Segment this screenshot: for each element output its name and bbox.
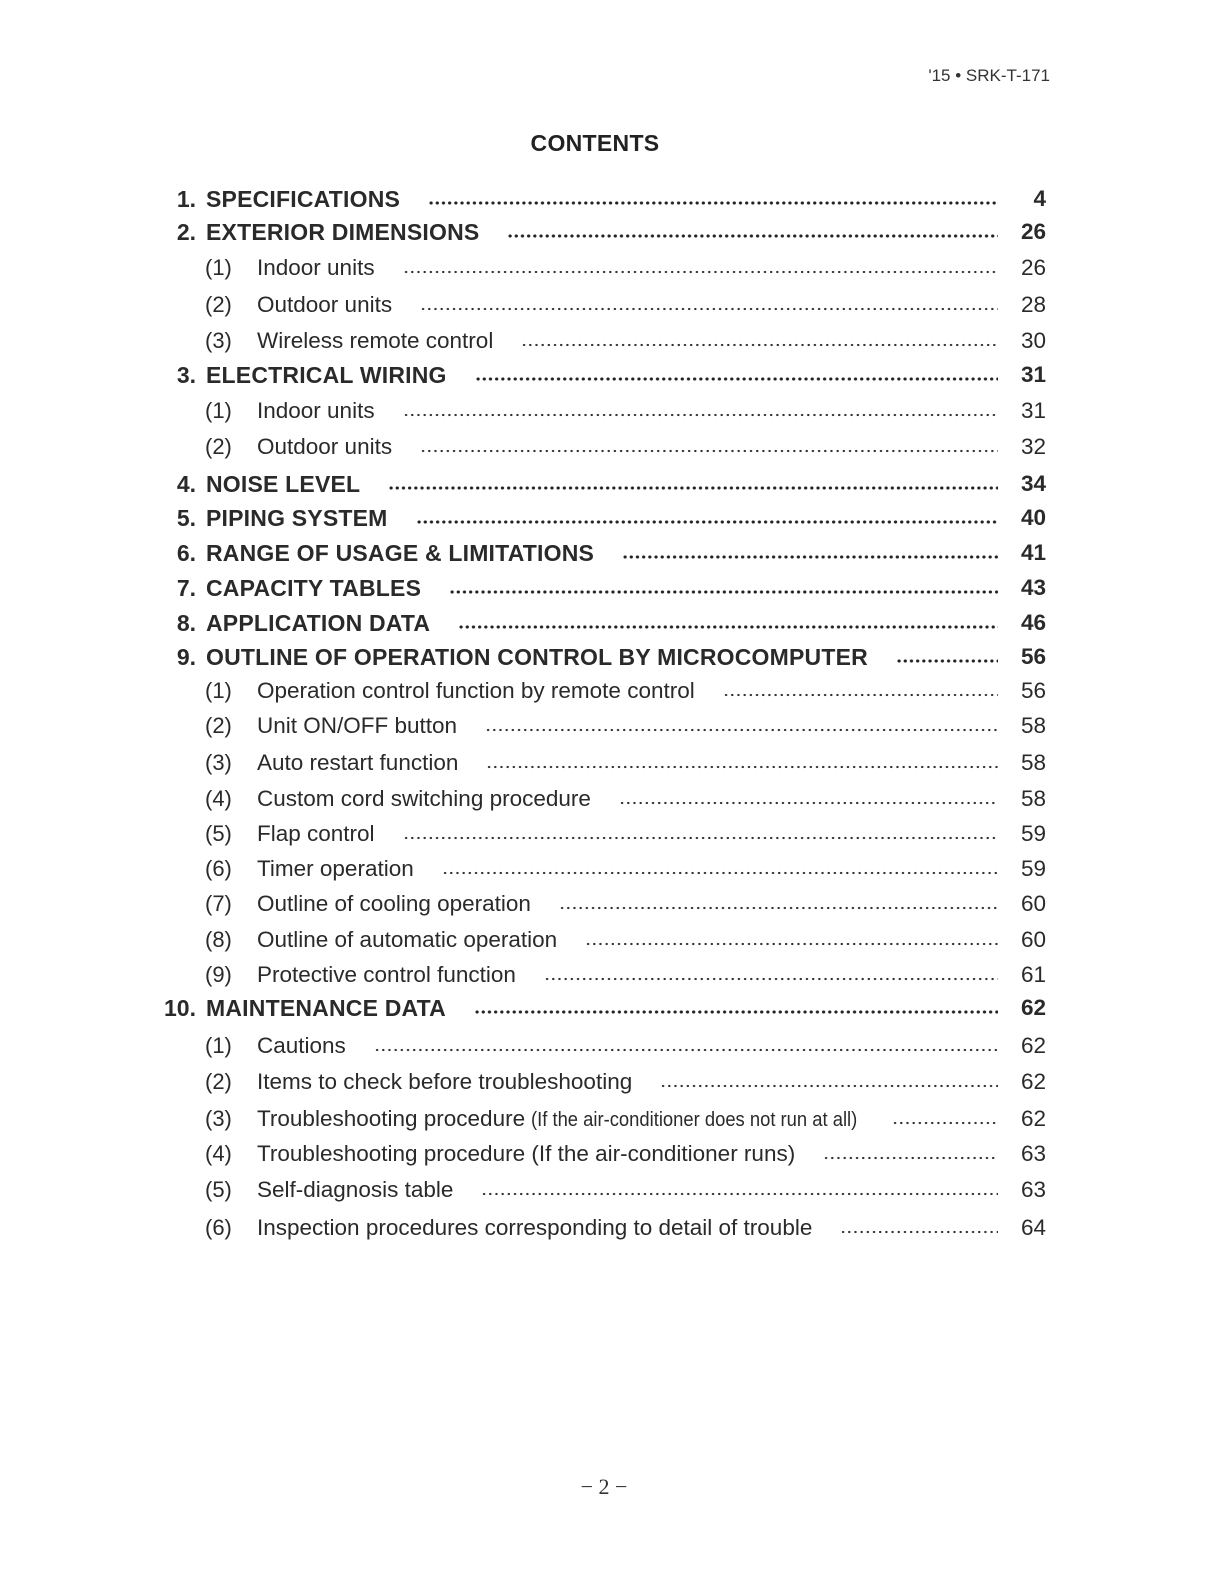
toc-subentry-flap-control[interactable]	[150, 817, 1048, 851]
entry-page: 31	[1020, 398, 1046, 423]
entry-label: Indoor units	[257, 398, 375, 423]
entry-page: 59	[1020, 856, 1046, 881]
toc-subentry-outdoor-units[interactable]	[150, 288, 1048, 322]
entry-label-main: Troubleshooting procedure	[257, 1106, 526, 1131]
entry-number: (2)	[205, 292, 232, 317]
entry-page: 26	[1020, 255, 1046, 280]
entry-label: Wireless remote control	[257, 328, 494, 353]
toc-subentry-remote-control-function[interactable]	[150, 674, 1048, 708]
document-code: '15 • SRK-T-171	[928, 66, 1050, 85]
entry-number: 7.	[176, 574, 196, 601]
leader-dots	[374, 1039, 998, 1053]
leader-dots	[622, 546, 998, 560]
leader-dots	[485, 719, 998, 733]
toc-subentry-indoor-units[interactable]	[150, 251, 1048, 285]
entry-number: (6)	[205, 1215, 232, 1240]
entry-page: 62	[1020, 1033, 1046, 1058]
entry-label: Self-diagnosis table	[257, 1177, 454, 1202]
entry-page: 59	[1020, 821, 1046, 846]
leader-dots	[544, 968, 998, 982]
leader-dots	[507, 225, 998, 239]
entry-page: 32	[1020, 434, 1046, 459]
toc-subentry-items-to-check[interactable]	[150, 1065, 1048, 1099]
leader-dots	[403, 827, 998, 841]
leader-dots	[585, 933, 998, 947]
leader-dots	[420, 298, 998, 312]
leader-dots	[660, 1075, 998, 1089]
leader-dots	[442, 862, 998, 876]
leader-dots	[723, 684, 998, 698]
entry-page: 56	[1020, 678, 1046, 703]
entry-label: Indoor units	[257, 255, 375, 280]
entry-label: Timer operation	[257, 856, 414, 881]
entry-page: 60	[1020, 891, 1046, 916]
entry-number: (1)	[205, 398, 232, 423]
entry-page: 31	[1020, 362, 1046, 387]
leader-dots	[896, 650, 998, 664]
entry-number: (5)	[205, 1177, 232, 1202]
leader-dots	[892, 1112, 998, 1126]
leader-dots	[486, 756, 998, 770]
toc-entry-noise-level[interactable]	[150, 467, 1048, 501]
entry-number: (1)	[205, 1033, 232, 1058]
entry-label: Outdoor units	[257, 292, 393, 317]
entry-page: 46	[1020, 610, 1046, 635]
entry-page: 61	[1020, 962, 1046, 987]
entry-page: 43	[1020, 575, 1046, 600]
leader-dots	[475, 368, 998, 382]
toc-subentry-custom-cord[interactable]	[150, 782, 1048, 816]
toc-subentry-auto-restart[interactable]	[150, 746, 1048, 780]
entry-page: 4	[1033, 186, 1046, 211]
toc-entry-maintenance-data[interactable]	[150, 991, 1048, 1025]
entry-number: (7)	[205, 891, 232, 916]
entry-label: Flap control	[257, 821, 375, 846]
leader-dots	[403, 404, 998, 418]
leader-dots	[559, 897, 998, 911]
toc-entry-piping-system[interactable]	[150, 501, 1048, 535]
entry-page: 58	[1020, 750, 1046, 775]
leader-dots	[474, 1001, 998, 1015]
page-title: CONTENTS	[530, 130, 660, 156]
leader-dots	[521, 334, 998, 348]
toc-subentry-timer-operation[interactable]	[150, 852, 1048, 886]
entry-number: 8.	[176, 609, 196, 636]
entry-page: 63	[1020, 1141, 1046, 1166]
entry-number: (2)	[205, 1069, 232, 1094]
entry-number: (3)	[205, 1106, 232, 1131]
entry-number: (4)	[205, 786, 232, 811]
entry-page: 58	[1020, 713, 1046, 738]
entry-number: 4.	[176, 470, 196, 497]
entry-number: (3)	[205, 328, 232, 353]
entry-number: (6)	[205, 856, 232, 881]
toc-subentry-troubleshooting-runs[interactable]	[150, 1137, 1048, 1171]
entry-page: 40	[1020, 505, 1046, 530]
entry-number: 10.	[164, 994, 196, 1021]
leader-dots	[840, 1221, 998, 1235]
leader-dots	[823, 1147, 998, 1161]
entry-number: (2)	[205, 434, 232, 459]
toc-entry-range-of-usage[interactable]	[150, 536, 1048, 570]
entry-page: 30	[1020, 328, 1046, 353]
entry-label: Cautions	[257, 1033, 346, 1058]
leader-dots	[458, 616, 998, 630]
entry-label: Troubleshooting procedure (If the air-conditioner runs)	[257, 1141, 796, 1166]
entry-label: OUTLINE OF OPERATION CONTROL BY MICROCOMPUTER	[206, 643, 868, 670]
toc-subentry-automatic-operation[interactable]	[150, 923, 1048, 957]
entry-label: CAPACITY TABLES	[206, 574, 422, 601]
entry-label: Custom cord switching procedure	[257, 786, 591, 811]
entry-number: (5)	[205, 821, 232, 846]
entry-label: PIPING SYSTEM	[206, 504, 388, 531]
entry-number: (2)	[205, 713, 232, 738]
entry-number: 9.	[176, 643, 196, 670]
toc-subentry-cooling-operation[interactable]	[150, 887, 1048, 921]
entry-number: (9)	[205, 962, 232, 987]
toc-entry-exterior-dimensions[interactable]	[150, 215, 1048, 249]
entry-page: 60	[1020, 927, 1046, 952]
leader-dots	[416, 511, 998, 525]
entry-number: 3.	[176, 361, 196, 388]
entry-label: Items to check before troubleshooting	[257, 1069, 633, 1094]
entry-label: Outdoor units	[257, 434, 393, 459]
entry-page: 62	[1020, 1106, 1046, 1131]
entry-label: RANGE OF USAGE & LIMITATIONS	[206, 539, 595, 566]
entry-label: ELECTRICAL WIRING	[206, 361, 447, 388]
entry-label: Protective control function	[257, 962, 516, 987]
entry-number: (4)	[205, 1141, 232, 1166]
entry-number: (1)	[205, 678, 232, 703]
toc-subentry-troubleshooting-not-run[interactable]	[150, 1102, 1048, 1136]
entry-number: (1)	[205, 255, 232, 280]
entry-number: (8)	[205, 927, 232, 952]
toc-subentry-cautions[interactable]	[150, 1029, 1048, 1063]
entry-label: EXTERIOR DIMENSIONS	[206, 218, 480, 245]
leader-dots	[428, 192, 998, 206]
entry-number: 2.	[176, 218, 196, 245]
entry-page: 63	[1020, 1177, 1046, 1202]
entry-label: Auto restart function	[257, 750, 459, 775]
entry-page: 62	[1020, 995, 1046, 1020]
toc-subentry-wireless-remote-control[interactable]	[150, 324, 1048, 358]
toc-subentry-indoor-units[interactable]	[150, 394, 1048, 428]
entry-page: 62	[1020, 1069, 1046, 1094]
toc-entry-electrical-wiring[interactable]	[150, 358, 1048, 392]
entry-label: Unit ON/OFF button	[257, 713, 458, 738]
entry-page: 28	[1020, 292, 1046, 317]
page-number: − 2 −	[580, 1474, 628, 1499]
toc-subentry-inspection-procedures[interactable]	[150, 1211, 1048, 1245]
leader-dots	[403, 261, 998, 275]
entry-label: APPLICATION DATA	[206, 609, 431, 636]
entry-number: (3)	[205, 750, 232, 775]
entry-number: 5.	[176, 504, 196, 531]
entry-page: 41	[1020, 540, 1046, 565]
entry-page: 26	[1020, 219, 1046, 244]
entry-page: 64	[1020, 1215, 1046, 1240]
leader-dots	[420, 440, 998, 454]
entry-label: Operation control function by remote control	[257, 678, 695, 703]
entry-number: 1.	[176, 185, 196, 212]
entry-label: NOISE LEVEL	[206, 470, 361, 497]
toc-entry-capacity-tables[interactable]	[150, 571, 1048, 605]
toc-subentry-outdoor-units[interactable]	[150, 430, 1048, 464]
leader-dots	[388, 477, 998, 491]
entry-label: SPECIFICATIONS	[206, 185, 401, 212]
entry-label: Outline of cooling operation	[257, 891, 531, 916]
toc-subentry-protective-control[interactable]	[150, 958, 1048, 992]
toc-subentry-unit-on-off-button[interactable]	[150, 709, 1048, 743]
leader-dots	[449, 581, 998, 595]
entry-page: 34	[1020, 471, 1046, 496]
leader-dots	[619, 792, 998, 806]
entry-label: Outline of automatic operation	[257, 927, 558, 952]
toc-entry-application-data[interactable]	[150, 606, 1048, 640]
entry-label: MAINTENANCE DATA	[206, 994, 446, 1021]
entry-number: 6.	[176, 539, 196, 566]
toc-entry-operation-control[interactable]	[150, 640, 1048, 674]
toc-subentry-self-diagnosis[interactable]	[150, 1173, 1048, 1207]
entry-page: 56	[1020, 644, 1046, 669]
toc-entry-specifications[interactable]	[150, 182, 1048, 216]
entry-label-note: (If the air-conditioner does not run at all)	[531, 1109, 858, 1131]
entry-label: Inspection procedures corresponding to detail of trouble	[257, 1215, 813, 1240]
entry-label	[253, 1106, 886, 1132]
leader-dots	[481, 1183, 998, 1197]
entry-page: 58	[1020, 786, 1046, 811]
